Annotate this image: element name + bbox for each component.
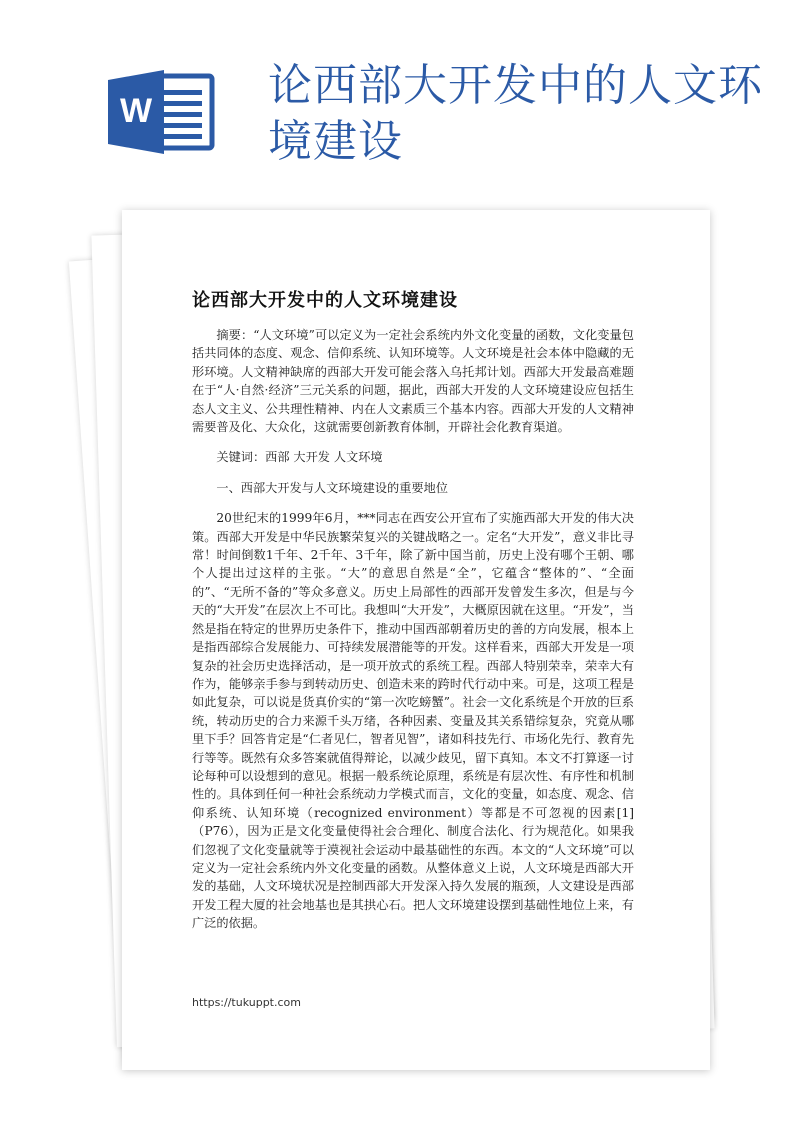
word-logo-icon [108, 70, 216, 154]
document-page [122, 210, 710, 1070]
body-paragraph: 20世纪末的1999年6月，***同志在西安公开宣布了实施西部大开发的伟大决策。西部大开发是中华民族繁荣复兴的关键战略之一。定名“大开发”，意义非比寻常！时间倒数1千年、2千年、3千年，除了新中国当前，历史上没有哪个王朝、哪个人提出过这样的主张。“大”的意思自然是“全”，它蕴含“整体的”、“全面的”、“无所不备的”等众多意义。历史上局部性的西部开发曾发生多次，但是与今天的“大开发”在层次上不可比。我想叫“大开发”，大概原因就在这里。“开发”，当然是指在特定的世界历史条件下，推动中国西部朝着历史的善的方向发展，根本上是指西部综合发展能力、可持续发展潜能等的开发。这样看来，西部大开发是一项复杂的社会历史选择活动，是一项开放式的系统工程。西部人特别荣幸，荣幸大有作为，能够亲手参与到转动历史、创造未来的跨时代行动中来。可是，这项工程是如此复杂，可以说是货真价实的“第一次吃螃蟹”。社会一文化系统是个开放的巨系统，转动历史的合力来源千头万绪，各种因素、变量及其关系错综复杂，究竟从哪里下手？回答肯定是“仁者见仁，智者见智”，诸如科技先行、市场化先行、教育先行等等。既然有众多答案就值得辩论，以减少歧见，留下真知。本文不打算逐一讨论每种可以设想到的意见。根据一般系统论原理，系统是有层次性、有序性和机制性的。具体到任何一种社会系统动力学模式而言，文化的变量，如态度、观念、信仰系统、认知环境（recognized environment）等都是不可忽视的因素[1]（P76），因为正是文化变量使得社会合理化、制度合法化、行为规范化。如果我们忽视了文化变量就等于漠视社会运动中最基础性的东西。本文的“人文环境”可以定义为一定社会系统内外文化变量的函数。从整体意义上说，人文环境是西部大开发的基础，人文环境状况是控制西部大开发深入持久发展的瓶颈，人文建设是西部开发工程大厦的社会地基也是其拱心石。把人文环境建设摆到基础性地位上来，有广泛的依据。 [192, 511, 634, 931]
section-heading: 一、西部大开发与人文环境建设的重要地位 [216, 480, 448, 495]
document-body [192, 326, 634, 933]
word-logo-letter: W [119, 92, 153, 130]
keywords-line: 关键词：西部 大开发 人文环境 [216, 450, 383, 465]
footer-url: https://tukuppt.com [192, 996, 301, 1009]
abstract-paragraph: 摘要：“人文环境”可以定义为一定社会系统内外文化变量的函数，文化变量包括共同体的态度、观念、信仰系统、认知环境等。人文环境是社会本体中隐藏的无形环境。人文精神缺席的西部大开发可能会落入乌托邦计划。西部大开发最高难题在于“人·自然·经济”三元关系的问题，据此，西部大开发的人文环境建设应包括生态人文主义、公共理性精神、内在人文素质三个基本内容。西部大开发的人文精神需要普及化、大众化，这就需要创新教育体制，开辟社会化教育渠道。 [192, 328, 634, 435]
document-title: 论西部大开发中的人文环境建设 [192, 290, 458, 311]
header-title: 论西部大开发中的人文环境建设 [268, 60, 763, 167]
